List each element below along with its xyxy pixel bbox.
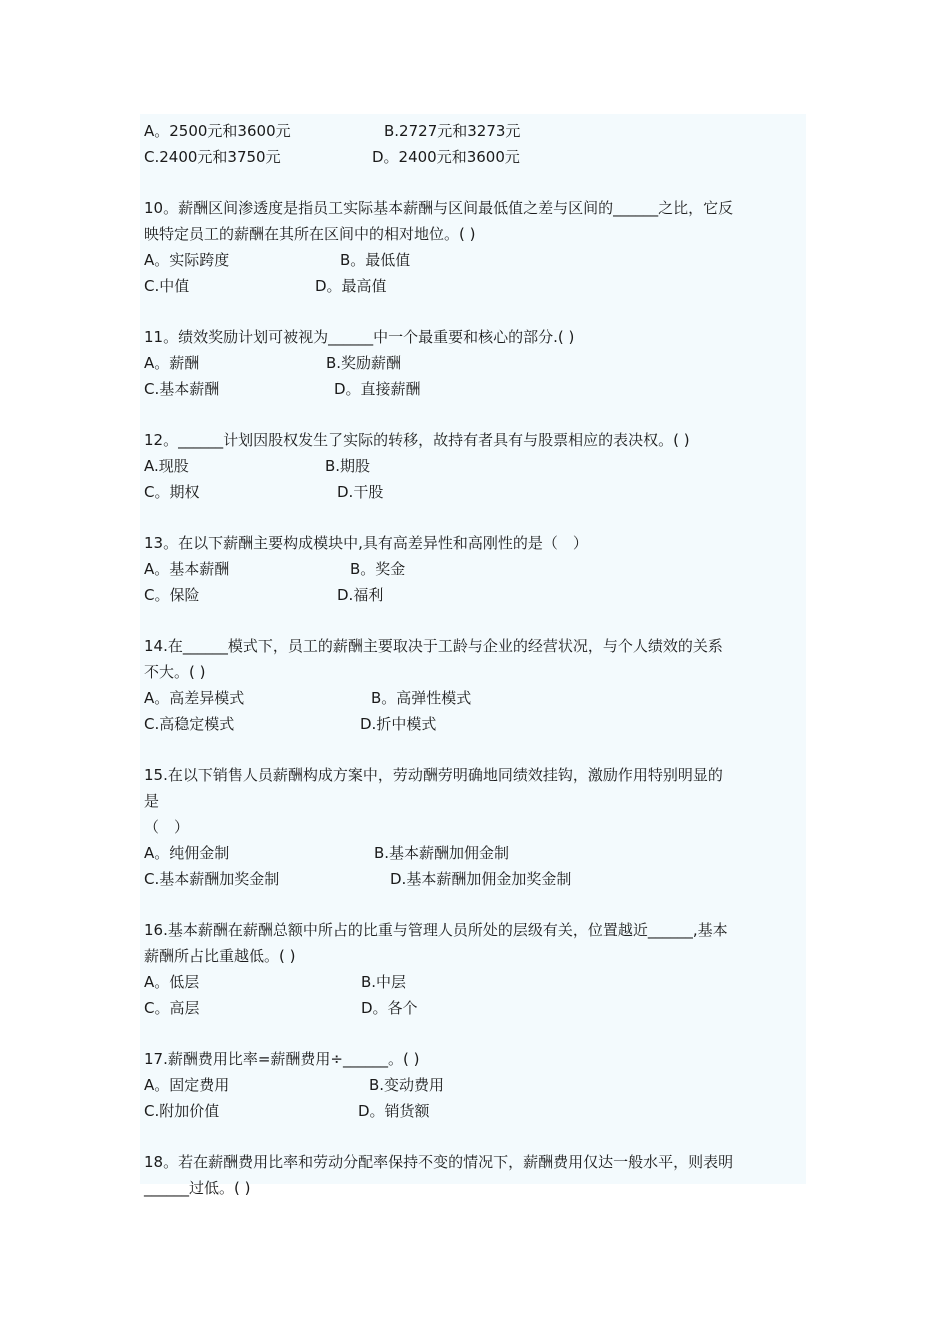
option-row	[144, 350, 808, 376]
option-a: A。高差异模式	[144, 689, 245, 707]
question-stem: 17.薪酬费用比率=薪酬费用÷______。( )	[144, 1050, 420, 1068]
option-row	[144, 556, 808, 582]
question-stem: 13。在以下薪酬主要构成模块中,具有高差异性和高刚性的是（ ）	[144, 534, 588, 552]
option-a: A.现股	[144, 457, 189, 475]
question-13	[144, 530, 808, 608]
option-d: D.福利	[337, 586, 384, 604]
option-row	[144, 118, 808, 144]
option-d: D。2400元和3600元	[372, 148, 520, 166]
option-b: B.期股	[325, 457, 371, 475]
question-stem: 映特定员工的薪酬在其所在区间中的相对地位。( )	[144, 225, 476, 243]
option-a: A。薪酬	[144, 354, 200, 372]
question-16	[144, 917, 808, 1021]
option-c: C.基本薪酬加奖金制	[144, 870, 280, 888]
option-b: B.奖励薪酬	[326, 354, 402, 372]
option-row	[144, 685, 808, 711]
document-body	[144, 118, 808, 1201]
option-a: A。低层	[144, 973, 200, 991]
option-row	[144, 247, 808, 273]
option-row	[144, 969, 808, 995]
option-a: A。固定费用	[144, 1076, 230, 1094]
question-11	[144, 324, 808, 402]
question-stem: ______过低。( )	[144, 1179, 251, 1197]
option-c: C。保险	[144, 586, 200, 604]
option-row	[144, 866, 808, 892]
question-10	[144, 195, 808, 299]
option-c: C.基本薪酬	[144, 380, 220, 398]
option-row	[144, 144, 808, 170]
option-row	[144, 376, 808, 402]
option-c: C。期权	[144, 483, 200, 501]
option-b: B。最低值	[340, 251, 411, 269]
option-c: C.2400元和3750元	[144, 148, 281, 166]
option-b: B.2727元和3273元	[384, 122, 521, 140]
option-a: A。实际跨度	[144, 251, 230, 269]
option-d: D.基本薪酬加佣金加奖金制	[390, 870, 572, 888]
question-12	[144, 427, 808, 505]
option-c: C.高稳定模式	[144, 715, 235, 733]
option-row	[144, 711, 808, 737]
question-stem: 18。若在薪酬费用比率和劳动分配率保持不变的情况下，薪酬费用仅达一般水平，则表明	[144, 1153, 734, 1171]
option-c: C。高层	[144, 999, 200, 1017]
question-14	[144, 633, 808, 737]
question-17	[144, 1046, 808, 1124]
question-stem: 11。绩效奖励计划可被视为______中一个最重要和核心的部分.( )	[144, 328, 575, 346]
option-row	[144, 273, 808, 299]
question-15	[144, 762, 808, 892]
option-b: B.基本薪酬加佣金制	[374, 844, 510, 862]
option-d: D。最高值	[315, 277, 387, 295]
question-stem: （ ）	[144, 818, 190, 836]
option-d: D.干股	[337, 483, 384, 501]
option-a: A。基本薪酬	[144, 560, 230, 578]
option-row	[144, 479, 808, 505]
question-stem: 10。薪酬区间渗透度是指员工实际基本薪酬与区间最低值之差与区间的______之比，它反	[144, 199, 734, 217]
option-row	[144, 840, 808, 866]
option-row	[144, 582, 808, 608]
option-row	[144, 1098, 808, 1124]
question-stem: 15.在以下销售人员薪酬构成方案中，劳动酬劳明确地同绩效挂钩，激励作用特别明显的	[144, 766, 723, 784]
question-stem: 14.在______模式下，员工的薪酬主要取决于工龄与企业的经营状况，与个人绩效的关系	[144, 637, 723, 655]
option-b: B.变动费用	[369, 1076, 445, 1094]
option-row	[144, 995, 808, 1021]
option-row	[144, 453, 808, 479]
question-18	[144, 1149, 808, 1201]
option-b: B。高弹性模式	[371, 689, 472, 707]
option-d: D。各个	[361, 999, 418, 1017]
option-a: A。2500元和3600元	[144, 122, 291, 140]
option-c: C.附加价值	[144, 1102, 220, 1120]
option-c: C.中值	[144, 277, 190, 295]
option-a: A。纯佣金制	[144, 844, 230, 862]
option-row	[144, 1072, 808, 1098]
question-stem: 薪酬所占比重越低。( )	[144, 947, 296, 965]
question-stem: 12。______计划因股权发生了实际的转移，故持有者具有与股票相应的表决权。( )	[144, 431, 690, 449]
option-b: B.中层	[361, 973, 407, 991]
option-d: D。销货额	[358, 1102, 430, 1120]
question-stem: 16.基本薪酬在薪酬总额中所占的比重与管理人员所处的层级有关，位置越近______,基本	[144, 921, 728, 939]
option-b: B。奖金	[350, 560, 406, 578]
question-stem: 不大。( )	[144, 663, 206, 681]
question-stem: 是	[144, 792, 160, 810]
option-d: D。直接薪酬	[334, 380, 421, 398]
option-d: D.折中模式	[360, 715, 437, 733]
